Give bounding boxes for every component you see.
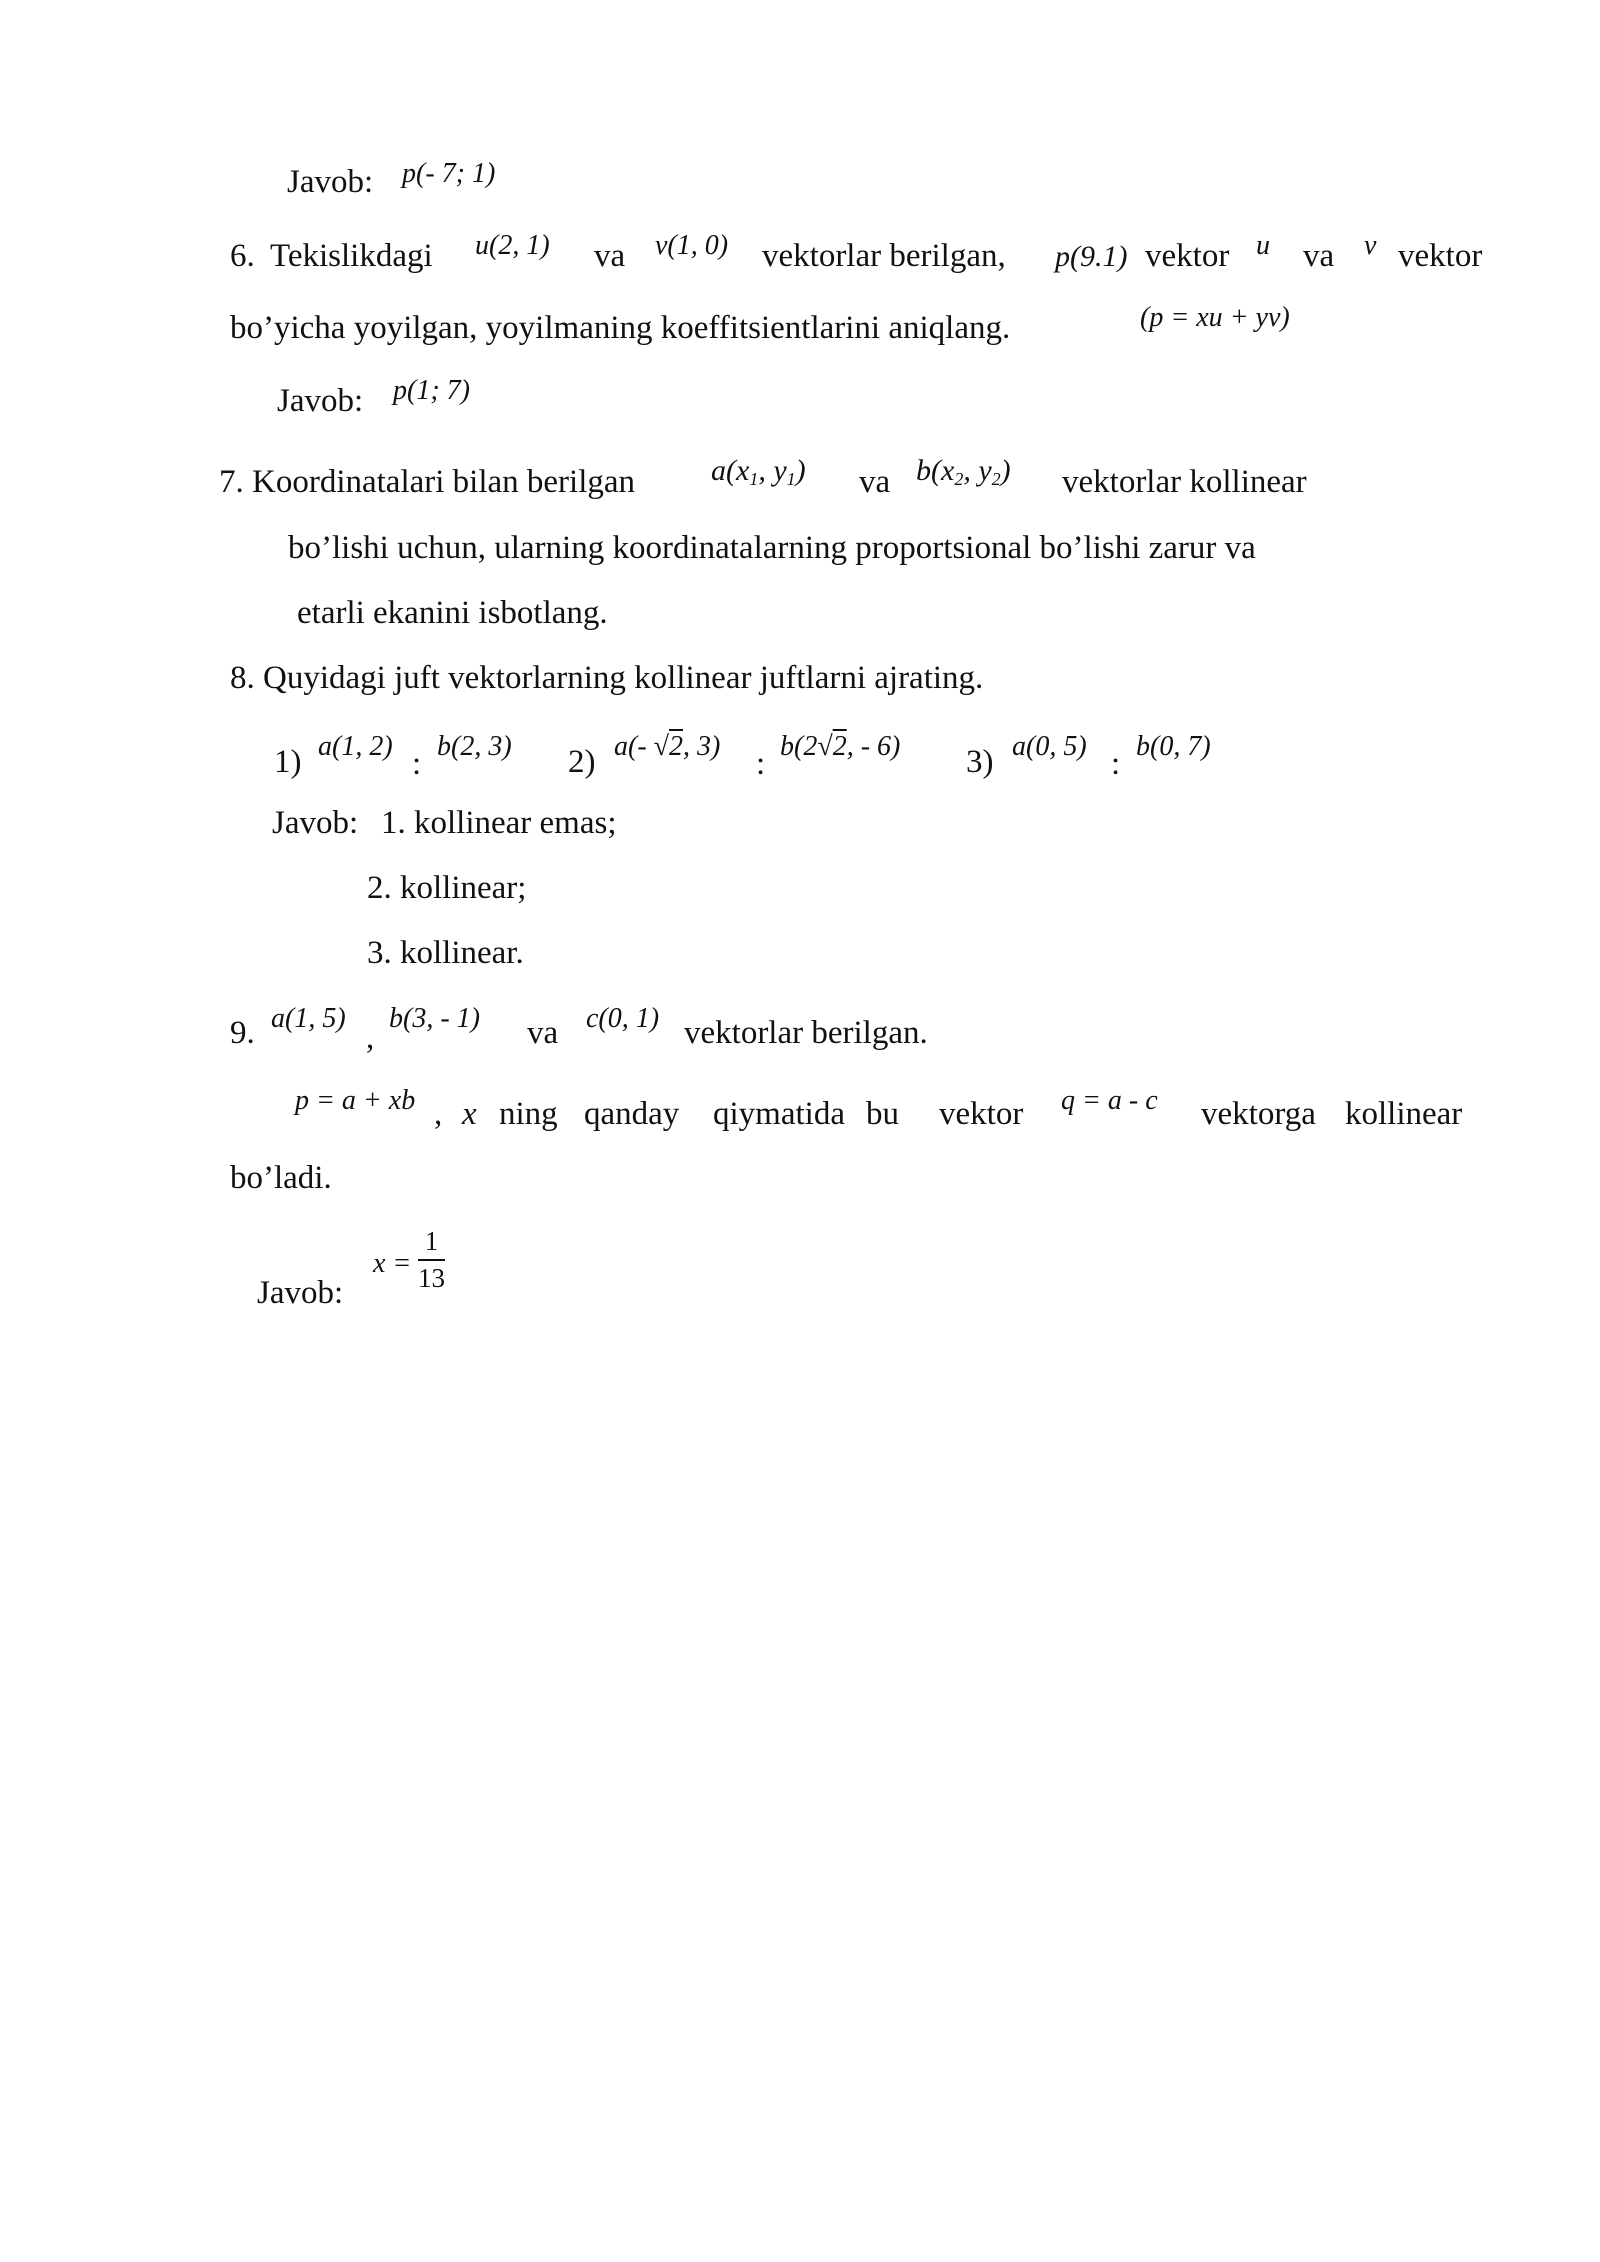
- problem-9-number: 9.: [230, 1015, 255, 1051]
- comma: ,: [434, 1096, 443, 1132]
- vector-a-general: $a(x_1$, $y_1$): [711, 454, 806, 489]
- problem-8-text: 8. Quyidagi juft vektorlarning kollinear juftlarni ajrating.: [230, 660, 984, 696]
- word: qiymatida: [713, 1096, 845, 1132]
- answer-label: Javob:: [277, 383, 364, 419]
- pair-1-vector-b: b(2, 3): [437, 731, 512, 762]
- problem-6-text-3: vektor: [1145, 238, 1230, 274]
- pair-2-number: 2): [568, 744, 596, 780]
- fraction-numerator: 1: [418, 1226, 445, 1261]
- pair-3-number: 3): [966, 744, 994, 780]
- pair-2-vector-a: a(- √2, 3): [614, 731, 721, 762]
- problem-6-text-4: vektor: [1398, 238, 1483, 274]
- answer-item-2: 2. kollinear;: [367, 870, 527, 906]
- problem-7-text-1: 7. Koordinatalari bilan berilgan: [219, 464, 636, 500]
- word-va: va: [527, 1015, 559, 1051]
- vector-a-given: a(1, 5): [271, 1003, 346, 1034]
- word: qanday: [584, 1096, 680, 1132]
- pair-1-vector-a: a(1, 2): [318, 731, 393, 762]
- fraction-denominator: 13: [418, 1263, 445, 1293]
- answer-formula: p(1; 7): [393, 375, 470, 406]
- pair-3-vector-b: b(0, 7): [1136, 731, 1211, 762]
- problem-6-text-2: vektorlar berilgan,: [762, 238, 1006, 274]
- problem-9-line-3: bo’ladi.: [230, 1160, 332, 1196]
- variable-x: x: [462, 1096, 477, 1132]
- word-va: va: [594, 238, 626, 274]
- answer-label: Javob:: [287, 164, 374, 200]
- vector-u: u: [1256, 230, 1270, 261]
- answer-label: Javob:: [272, 805, 359, 841]
- word: vektor: [939, 1096, 1024, 1132]
- vector-q-definition: q = a - c: [1061, 1085, 1158, 1116]
- answer-lhs: x =: [373, 1248, 412, 1279]
- problem-6-line-2: bo’yicha yoyilgan, yoyilmaning koeffitsientlarini aniqlang.: [230, 310, 1011, 346]
- word-va: va: [1303, 238, 1335, 274]
- vector-v-coords: v(1, 0): [655, 230, 729, 261]
- answer-formula: p(- 7; 1): [402, 158, 496, 189]
- pair-separator: :: [412, 746, 422, 782]
- vector-v: v: [1364, 230, 1377, 261]
- pair-separator: :: [756, 746, 766, 782]
- problem-7-text-2: vektorlar kollinear: [1062, 464, 1307, 500]
- vector-c-given: c(0, 1): [586, 1003, 660, 1034]
- answer-label: Javob:: [257, 1275, 344, 1311]
- word-va: va: [859, 464, 891, 500]
- answer-item-1: 1. kollinear emas;: [381, 805, 617, 841]
- vector-b-general: $b(x_2$, $y_2$): [916, 454, 1011, 489]
- problem-7-line-2: bo’lishi uchun, ularning koordinatalarning proportsional bo’lishi zarur va: [288, 530, 1256, 566]
- comma: ,: [366, 1020, 375, 1056]
- word: ning: [499, 1096, 558, 1132]
- pair-1-number: 1): [274, 744, 302, 780]
- word: kollinear: [1345, 1096, 1463, 1132]
- problem-7-line-3: etarli ekanini isbotlang.: [297, 595, 608, 631]
- word: vektorga: [1201, 1096, 1316, 1132]
- pair-3-vector-a: a(0, 5): [1012, 731, 1087, 762]
- vector-u-coords: u(2, 1): [475, 230, 550, 261]
- word: bu: [866, 1096, 899, 1132]
- problem-6-number: 6.: [230, 238, 255, 274]
- vector-p: p(9.1): [1055, 240, 1128, 273]
- pair-separator: :: [1111, 746, 1121, 782]
- decomposition-formula: (p = xu + yv): [1140, 302, 1290, 333]
- problem-6-text-1: Tekislikdagi: [270, 238, 433, 274]
- answer-item-3: 3. kollinear.: [367, 935, 524, 971]
- vector-b-given: b(3, - 1): [389, 1003, 480, 1034]
- problem-9-text-1: vektorlar berilgan.: [684, 1015, 928, 1051]
- vector-p-definition: p = a + xb: [295, 1085, 416, 1116]
- answer-fraction: [418, 1226, 445, 1294]
- pair-2-vector-b: b(2√2, - 6): [780, 731, 901, 762]
